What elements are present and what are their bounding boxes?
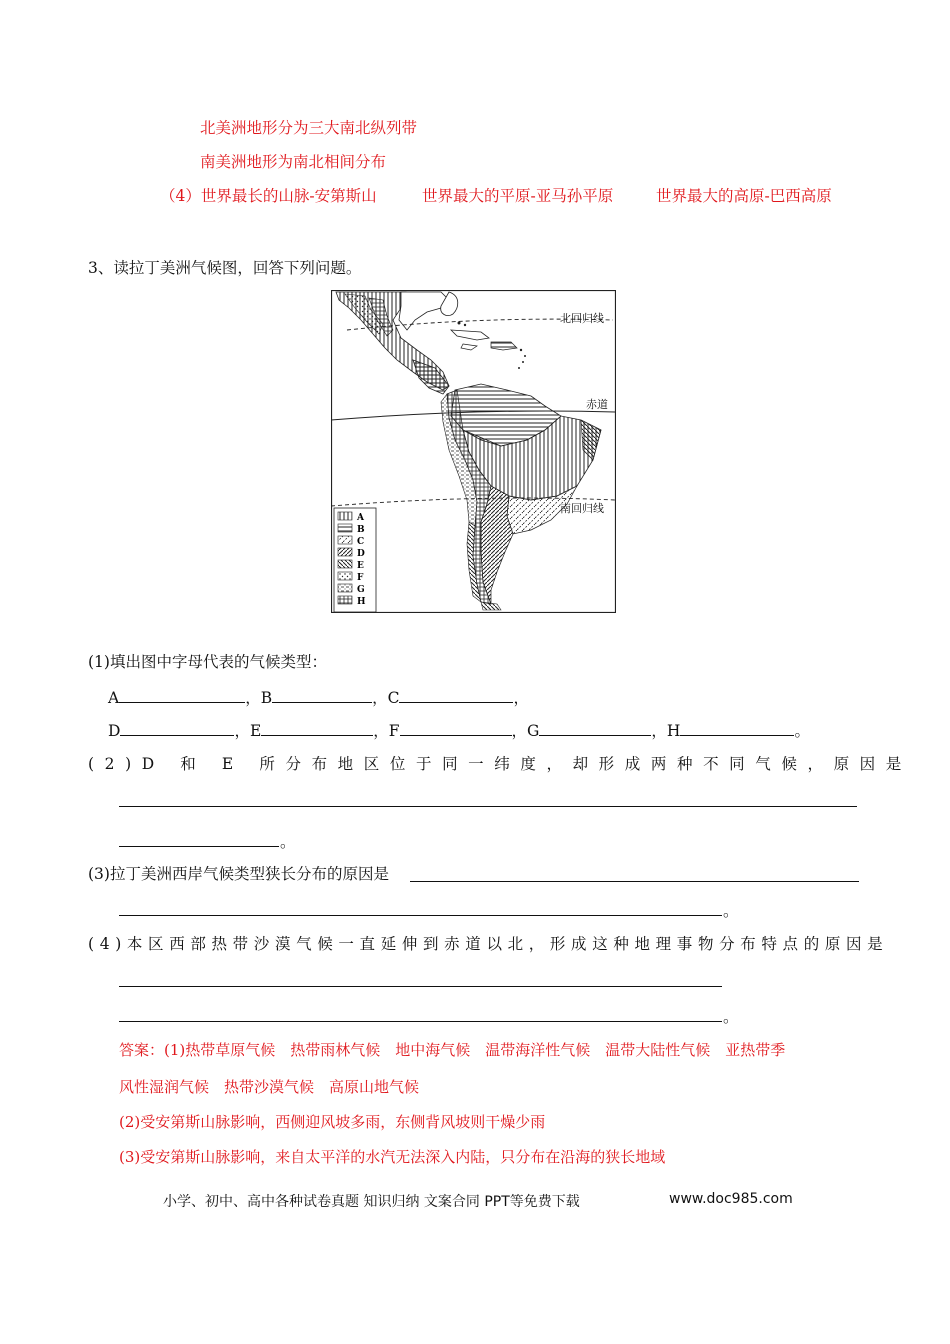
- legend-label-h: H: [357, 597, 366, 607]
- blank-c[interactable]: [399, 686, 513, 703]
- north-tropic-label: 北回归线: [560, 312, 604, 325]
- row2-end: 。: [794, 722, 810, 740]
- note-line-2: 南美洲地形为南北相间分布: [200, 153, 387, 171]
- answer-line-3a[interactable]: [410, 881, 859, 882]
- question-title: 3、读拉丁美洲气候图，回答下列问题。: [88, 259, 362, 277]
- answer-line-3b[interactable]: [119, 915, 722, 916]
- blank-f[interactable]: [400, 719, 512, 736]
- note-line-3a: （4）世界最长的山脉-安第斯山: [160, 187, 377, 205]
- question-2: (2)D 和 E 所分布地区位于同一纬度，却形成两种不同气候，原因是: [88, 755, 912, 773]
- blank-b[interactable]: [272, 686, 372, 703]
- question-1: (1)填出图中字母代表的气候类型：: [88, 653, 327, 671]
- row1-end: ，: [513, 689, 529, 707]
- legend-label-b: B: [357, 525, 365, 535]
- label-f: ，F: [373, 722, 400, 740]
- legend-label-d: D: [357, 549, 365, 559]
- south-tropic-label: 南回归线: [560, 502, 604, 515]
- note-line-3b: 世界最大的平原-亚马孙平原: [422, 187, 614, 205]
- label-h: ，H: [651, 722, 681, 740]
- blank-a[interactable]: [119, 686, 245, 703]
- label-d: D: [108, 722, 121, 740]
- answer-line-4b[interactable]: [119, 1021, 722, 1022]
- label-e: ，E: [234, 722, 262, 740]
- q1-row-1: [108, 686, 529, 708]
- legend-label-e: E: [357, 561, 364, 571]
- map-legend: [334, 508, 376, 612]
- blank-g[interactable]: [539, 719, 651, 736]
- q3-period: 。: [723, 902, 739, 920]
- footer-url[interactable]: www.doc985.com: [669, 1191, 793, 1207]
- answer-line-4a[interactable]: [119, 986, 722, 987]
- equator-label: 赤道: [586, 398, 608, 411]
- label-b: ，B: [245, 689, 273, 707]
- question-3: (3)拉丁美洲西岸气候类型狭长分布的原因是: [88, 865, 389, 883]
- footer-text: 小学、初中、高中各种试卷真题 知识归纳 文案合同 PPT等免费下载: [163, 1194, 580, 1210]
- blank-h[interactable]: [680, 719, 794, 736]
- label-c: ，C: [372, 689, 400, 707]
- note-line-3c: 世界最大的高原-巴西高原: [656, 187, 832, 205]
- question-4: (4)本区西部热带沙漠气候一直延伸到赤道以北，形成这种地理事物分布特点的原因是: [88, 935, 889, 953]
- legend-label-f: F: [357, 573, 364, 583]
- answer-line-2b[interactable]: [119, 846, 279, 847]
- q1-row-2: [108, 719, 810, 741]
- legend-label-g: G: [357, 585, 365, 595]
- answer-2: (2)受安第斯山脉影响，西侧迎风坡多雨，东侧背风坡则干燥少雨: [119, 1113, 546, 1131]
- note-line-1: 北美洲地形分为三大南北纵列带: [200, 119, 418, 137]
- answer-line-2a[interactable]: [119, 806, 857, 807]
- answer-1-line-2: 风性湿润气候 热带沙漠气候 高原山地气候: [119, 1078, 420, 1096]
- latin-america-climate-map: [331, 290, 616, 613]
- q4-period: 。: [723, 1008, 739, 1026]
- answer-1-line-1: 答案：(1)热带草原气候 热带雨林气候 地中海气候 温带海洋性气候 温带大陆性气候 亚热带季: [119, 1041, 786, 1059]
- answer-3: (3)受安第斯山脉影响，来自太平洋的水汽无法深入内陆，只分布在沿海的狭长地域: [119, 1148, 666, 1166]
- legend-label-c: C: [357, 537, 365, 547]
- q2-period: 。: [280, 833, 296, 851]
- blank-e[interactable]: [261, 719, 373, 736]
- legend-label-a: A: [357, 513, 364, 523]
- label-g: ，G: [511, 722, 540, 740]
- blank-d[interactable]: [120, 719, 234, 736]
- label-a: A: [108, 689, 120, 707]
